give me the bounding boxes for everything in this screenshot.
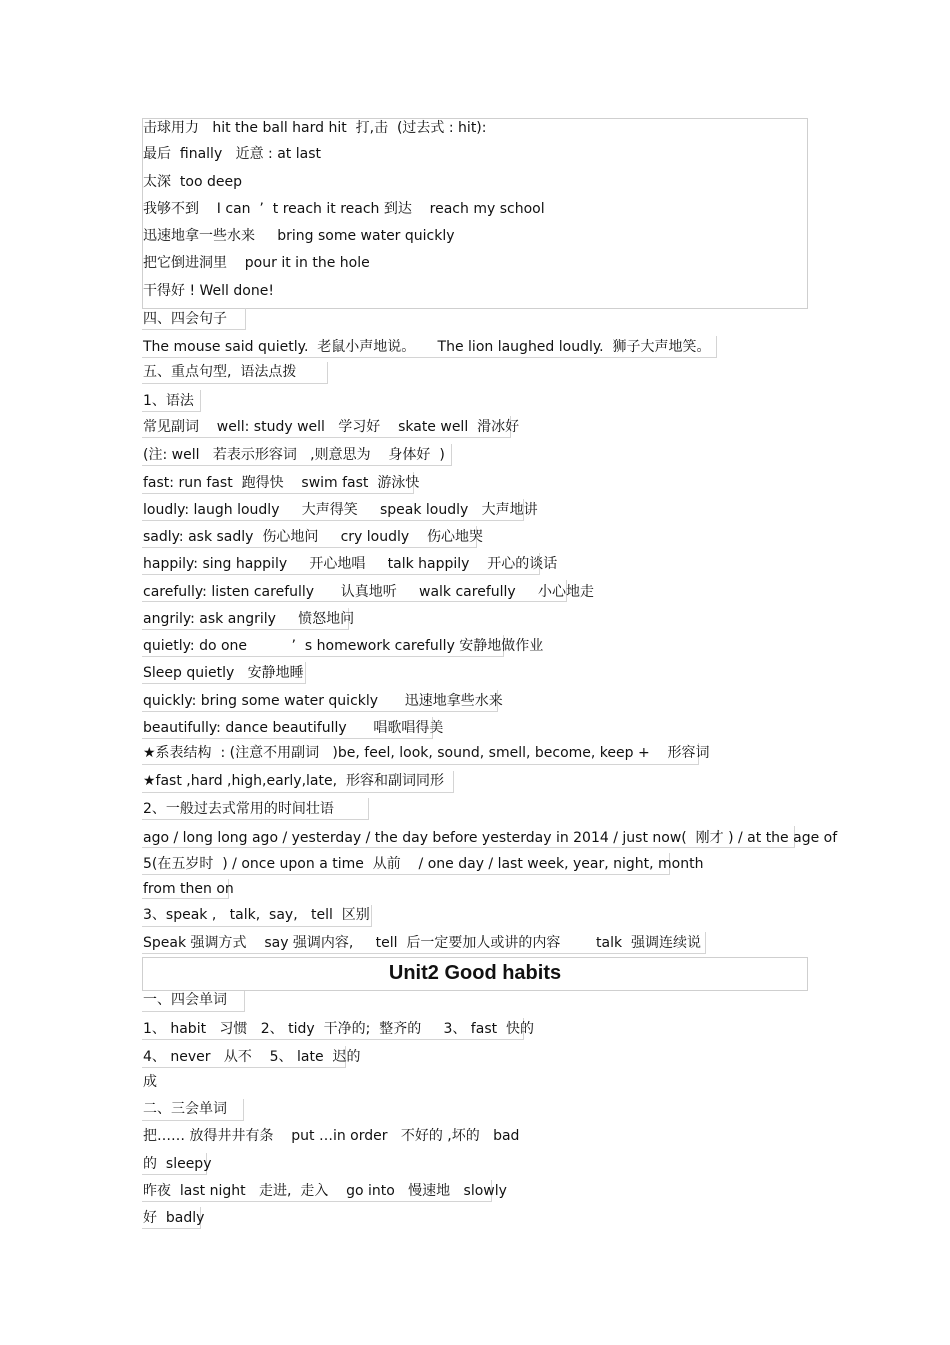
text-line: 4、 never 从不 5、 late 迟的 — [143, 1049, 361, 1065]
text-line: (注: well 若表示形容词 ,则意思为 身体好 ) — [143, 447, 445, 463]
text-line: 干得好 ! Well done! — [143, 283, 274, 299]
text-line: 迅速地拿一些水来 bring some water quickly — [143, 228, 455, 244]
text-line: 把它倒进洞里 pour it in the hole — [143, 255, 370, 271]
text-line: beautifully: dance beautifully 唱歌唱得美 — [143, 720, 444, 736]
text-line: 的 sleepy — [143, 1156, 212, 1172]
text-line: 把…… 放得井井有条 put …in order 不好的 ,坏的 bad — [143, 1128, 520, 1144]
subsection-heading: 3、speak , talk, say, tell 区别 — [143, 907, 370, 923]
text-line: 1、 habit 习惯 2、 tidy 干净的; 整齐的 3、 fast 快的 — [143, 1021, 535, 1037]
text-line: quietly: do one ’ s homework carefully 安静地做作业 — [143, 638, 544, 654]
section-heading: 一、四会单词 — [143, 992, 227, 1008]
text-line: carefully: listen carefully 认真地听 walk carefully 小心地走 — [143, 584, 594, 600]
section-heading: 五、重点句型, 语法点拨 — [143, 364, 297, 380]
text-line: 太深 too deep — [143, 174, 242, 190]
text-line: loudly: laugh loudly 大声得笑 speak loudly 大声地讲 — [143, 502, 538, 518]
text-line: 最后 finally 近意 : at last — [143, 146, 321, 162]
subsection-heading: 2、一般过去式常用的时间壮语 — [143, 801, 334, 817]
text-line: ★fast ,hard ,high,early,late, 形容和副词同形 — [143, 773, 444, 789]
section-heading: 二、三会单词 — [143, 1101, 227, 1117]
subsection-heading: 1、语法 — [143, 393, 194, 409]
text-line: angrily: ask angrily 愤怒地问 — [143, 611, 355, 627]
text-line: 昨夜 last night 走进, 走入 go into 慢速地 slowly — [143, 1183, 507, 1199]
text-line: 成 — [143, 1074, 157, 1090]
text-line: 我够不到 I can ’ t reach it reach 到达 reach my school — [143, 201, 545, 217]
text-line: from then on — [143, 881, 234, 897]
text-line: fast: run fast 跑得快 swim fast 游泳快 — [143, 475, 420, 491]
text-line: 好 badly — [143, 1210, 205, 1226]
text-line: happily: sing happily 开心地唱 talk happily 开心的谈话 — [143, 556, 558, 572]
text-line: sadly: ask sadly 伤心地问 cry loudly 伤心地哭 — [143, 529, 483, 545]
text-line: 击球用力 hit the ball hard hit 打,击 (过去式 : hit): — [143, 120, 487, 136]
text-line: ago / long long ago / yesterday / the day before yesterday in 2014 / just now( 刚才 ) / at the age of — [143, 830, 838, 846]
unit-title: Unit2 Good habits — [388, 962, 562, 984]
text-line: ★系表结构 : (注意不用副词 )be, feel, look, sound, smell, become, keep + 形容词 — [143, 745, 710, 761]
text-line: The mouse said quietly. 老鼠小声地说。 The lion laughed loudly. 狮子大声地笑。 — [143, 339, 711, 355]
text-line: 5(在五岁时 ) / once upon a time 从前 / one day / last week, year, night, month — [143, 856, 704, 872]
section-heading: 四、四会句子 — [143, 311, 227, 327]
text-line: Speak 强调方式 say 强调内容, tell 后一定要加人或讲的内容 talk 强调连续说 — [143, 935, 701, 951]
text-line: 常见副词 well: study well 学习好 skate well 滑冰好 — [143, 419, 520, 435]
text-line: Sleep quietly 安静地睡 — [143, 665, 304, 681]
text-line: quickly: bring some water quickly 迅速地拿些水来 — [143, 693, 503, 709]
